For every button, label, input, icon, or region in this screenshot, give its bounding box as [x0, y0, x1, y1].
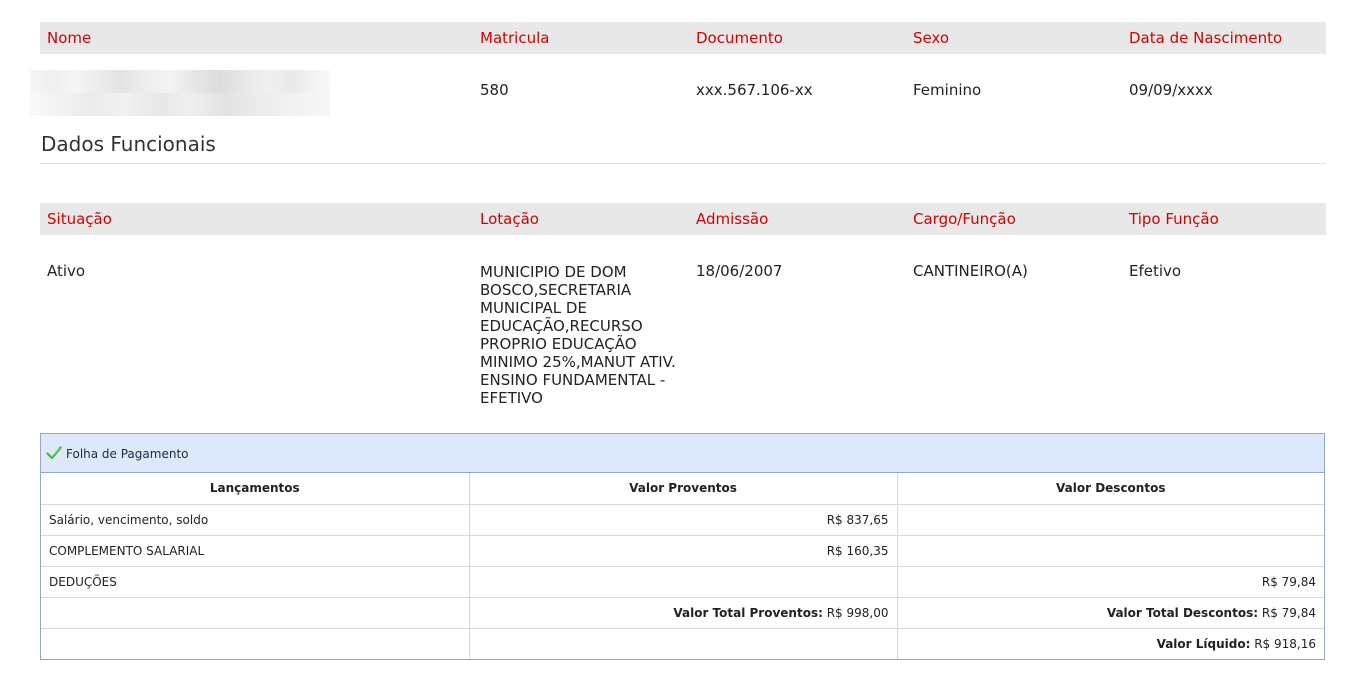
value-tipo-funcao: Efetivo: [1129, 262, 1182, 280]
value-sexo: Feminino: [913, 81, 982, 99]
value-admissao: 18/06/2007: [696, 262, 783, 280]
table-row: [41, 566, 1324, 597]
redacted-name: [30, 70, 330, 116]
cell-empty: [41, 628, 469, 659]
payroll-panel-header: [41, 434, 1324, 473]
table-row: [41, 535, 1324, 566]
net-row: [41, 628, 1324, 659]
payroll-panel: [40, 433, 1325, 660]
cell-lancamento: Salário, vencimento, soldo: [41, 504, 469, 535]
cell-proventos: R$ 160,35: [469, 535, 897, 566]
column-valor-descontos: Valor Descontos: [897, 473, 1324, 504]
valor-liquido-cell: [897, 628, 1324, 659]
payroll-title: Folha de Pagamento: [66, 447, 189, 461]
cell-lancamento: DEDUÇÕES: [41, 566, 469, 597]
cell-descontos: R$ 79,84: [897, 566, 1324, 597]
valor-liquido-value: R$ 918,16: [1254, 636, 1316, 651]
total-descontos-cell: [897, 597, 1324, 628]
column-valor-proventos: Valor Proventos: [469, 473, 897, 504]
section-divider: [40, 163, 1326, 164]
value-matricula: 580: [480, 81, 509, 99]
header-lotacao: Lotação: [480, 210, 539, 228]
total-descontos-label: Valor Total Descontos:: [1106, 605, 1259, 620]
header-tipo-funcao: Tipo Função: [1129, 210, 1219, 228]
value-data-nascimento: 09/09/xxxx: [1129, 81, 1213, 99]
value-lotacao: MUNICIPIO DE DOM BOSCO,SECRETARIA MUNICIPAL DE EDUCAÇÃO,RECURSO PROPRIO EDUCAÇÃO MINIMO 25%,MANUT ATIV. ENSINO FUNDAMENTAL - EFETIVO: [480, 263, 676, 407]
cell-descontos: [897, 535, 1324, 566]
cell-empty: [41, 597, 469, 628]
cell-empty: [469, 628, 897, 659]
header-matricula: Matricula: [480, 29, 550, 47]
totals-row: [41, 597, 1324, 628]
value-cargo-funcao: CANTINEIRO(A): [913, 262, 1028, 280]
total-proventos-value: R$ 998,00: [826, 605, 889, 620]
header-situacao: Situação: [47, 210, 112, 228]
value-documento: xxx.567.106-xx: [696, 81, 813, 99]
payroll-header-row: [41, 473, 1324, 504]
column-lancamentos: Lançamentos: [41, 473, 469, 504]
cell-proventos: R$ 837,65: [469, 504, 897, 535]
header-nome: Nome: [47, 29, 92, 47]
payroll-table: [41, 473, 1324, 659]
cell-descontos: [897, 504, 1324, 535]
cell-proventos: [469, 566, 897, 597]
check-icon: [46, 445, 62, 461]
total-proventos-cell: [469, 597, 897, 628]
header-documento: Documento: [696, 29, 783, 47]
header-cargo-funcao: Cargo/Função: [913, 210, 1016, 228]
value-situacao: Ativo: [47, 262, 86, 280]
functional-header-row: [40, 203, 1326, 235]
header-sexo: Sexo: [913, 29, 950, 47]
valor-liquido-label: Valor Líquido:: [1156, 636, 1251, 651]
header-data-nascimento: Data de Nascimento: [1129, 29, 1283, 47]
total-proventos-label: Valor Total Proventos:: [673, 605, 823, 620]
section-title-dados-funcionais: Dados Funcionais: [41, 132, 216, 156]
cell-lancamento: COMPLEMENTO SALARIAL: [41, 535, 469, 566]
table-row: [41, 504, 1324, 535]
header-admissao: Admissão: [696, 210, 769, 228]
total-descontos-value: R$ 79,84: [1261, 605, 1316, 620]
personal-header-row: [40, 22, 1326, 54]
